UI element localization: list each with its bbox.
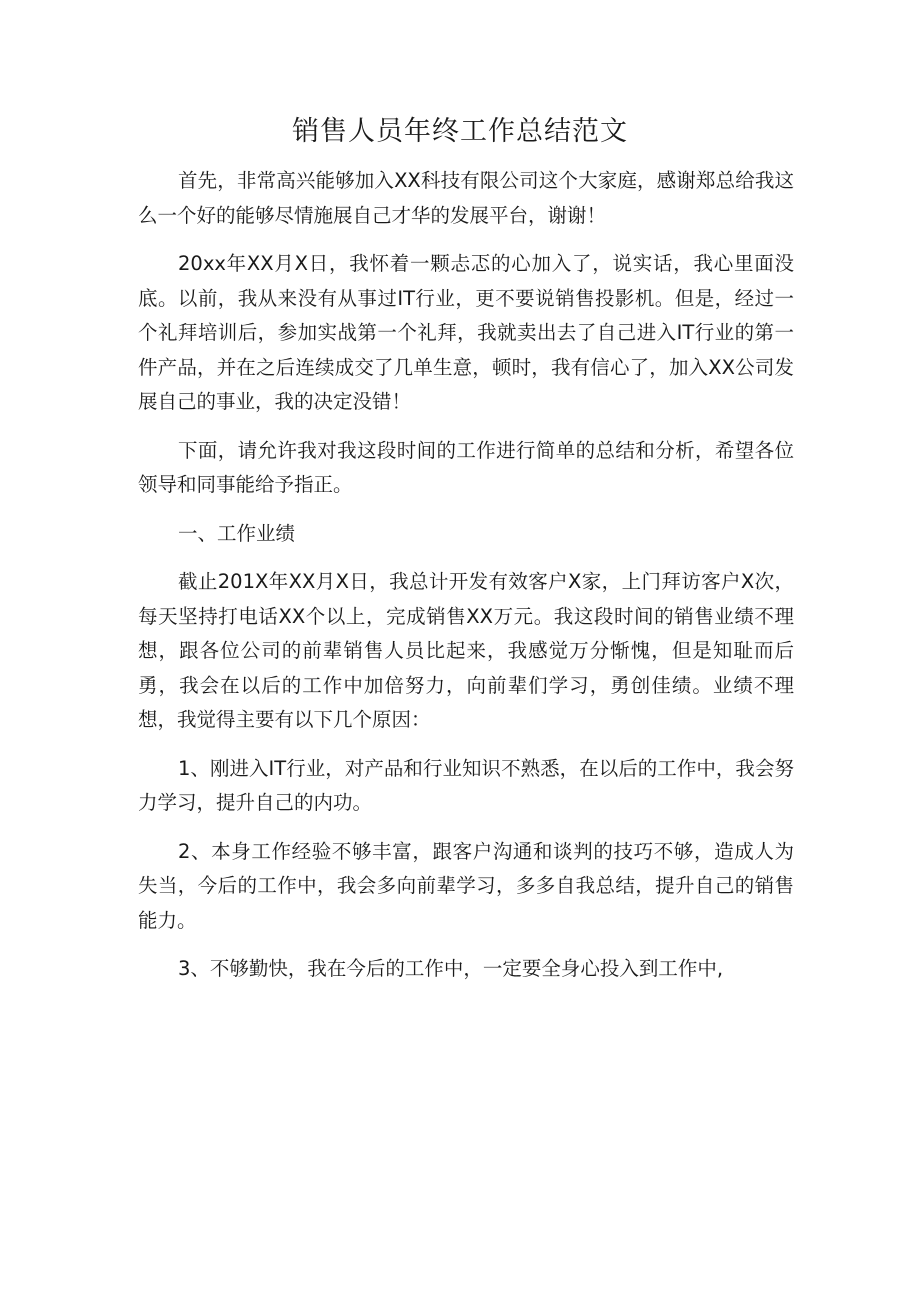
paragraph-performance: 截止201X年XX月X日，我总计开发有效客户X家，上门拜访客户X次，每天坚持打电话XX个以上，完成销售XX万元。我这段时间的销售业绩不理想，跟各位公司的前辈销售人员比起来，我感觉万分惭愧，但是知耻而后勇，我会在以后的工作中加倍努力，向前辈们学习，勇创佳绩。业绩不理想，我觉得主要有以下几个原因： (138, 570, 794, 731)
list-item-reason-1: 1、刚进入IT行业，对产品和行业知识不熟悉，在以后的工作中，我会努力学习，提升自己的内功。 (138, 756, 794, 814)
section-heading-performance: 一、工作业绩 (178, 521, 296, 545)
list-item-reason-3: 3、不够勤快，我在今后的工作中，一定要全身心投入到工作中, (178, 957, 724, 980)
document-title: 销售人员年终工作总结范文 (292, 116, 628, 147)
document-body (138, 164, 794, 1001)
paragraph-intro: 首先，非常高兴能够加入XX科技有限公司这个大家庭，感谢郑总给我这么一个好的能够尽情施展自己才华的发展平台，谢谢！ (138, 169, 794, 227)
paragraph-summary-request: 下面，请允许我对我这段时间的工作进行简单的总结和分析，希望各位领导和同事能给予指正。 (138, 438, 794, 496)
list-item-reason-2: 2、本身工作经验不够丰富，跟客户沟通和谈判的技巧不够，造成人为失当，今后的工作中，我会多向前辈学习，多多自我总结，提升自己的销售能力。 (138, 839, 794, 932)
paragraph-joining: 20xx年XX月X日，我怀着一颗忐忑的心加入了，说实话，我心里面没底。以前，我从来没有从事过IT行业，更不要说销售投影机。但是，经过一个礼拜培训后，参加实战第一个礼拜，我就卖出去了自己进入IT行业的第一件产品，并在之后连续成交了几单生意，顿时，我有信心了，加入XX公司发展自己的事业，我的决定没错！ (138, 252, 794, 413)
